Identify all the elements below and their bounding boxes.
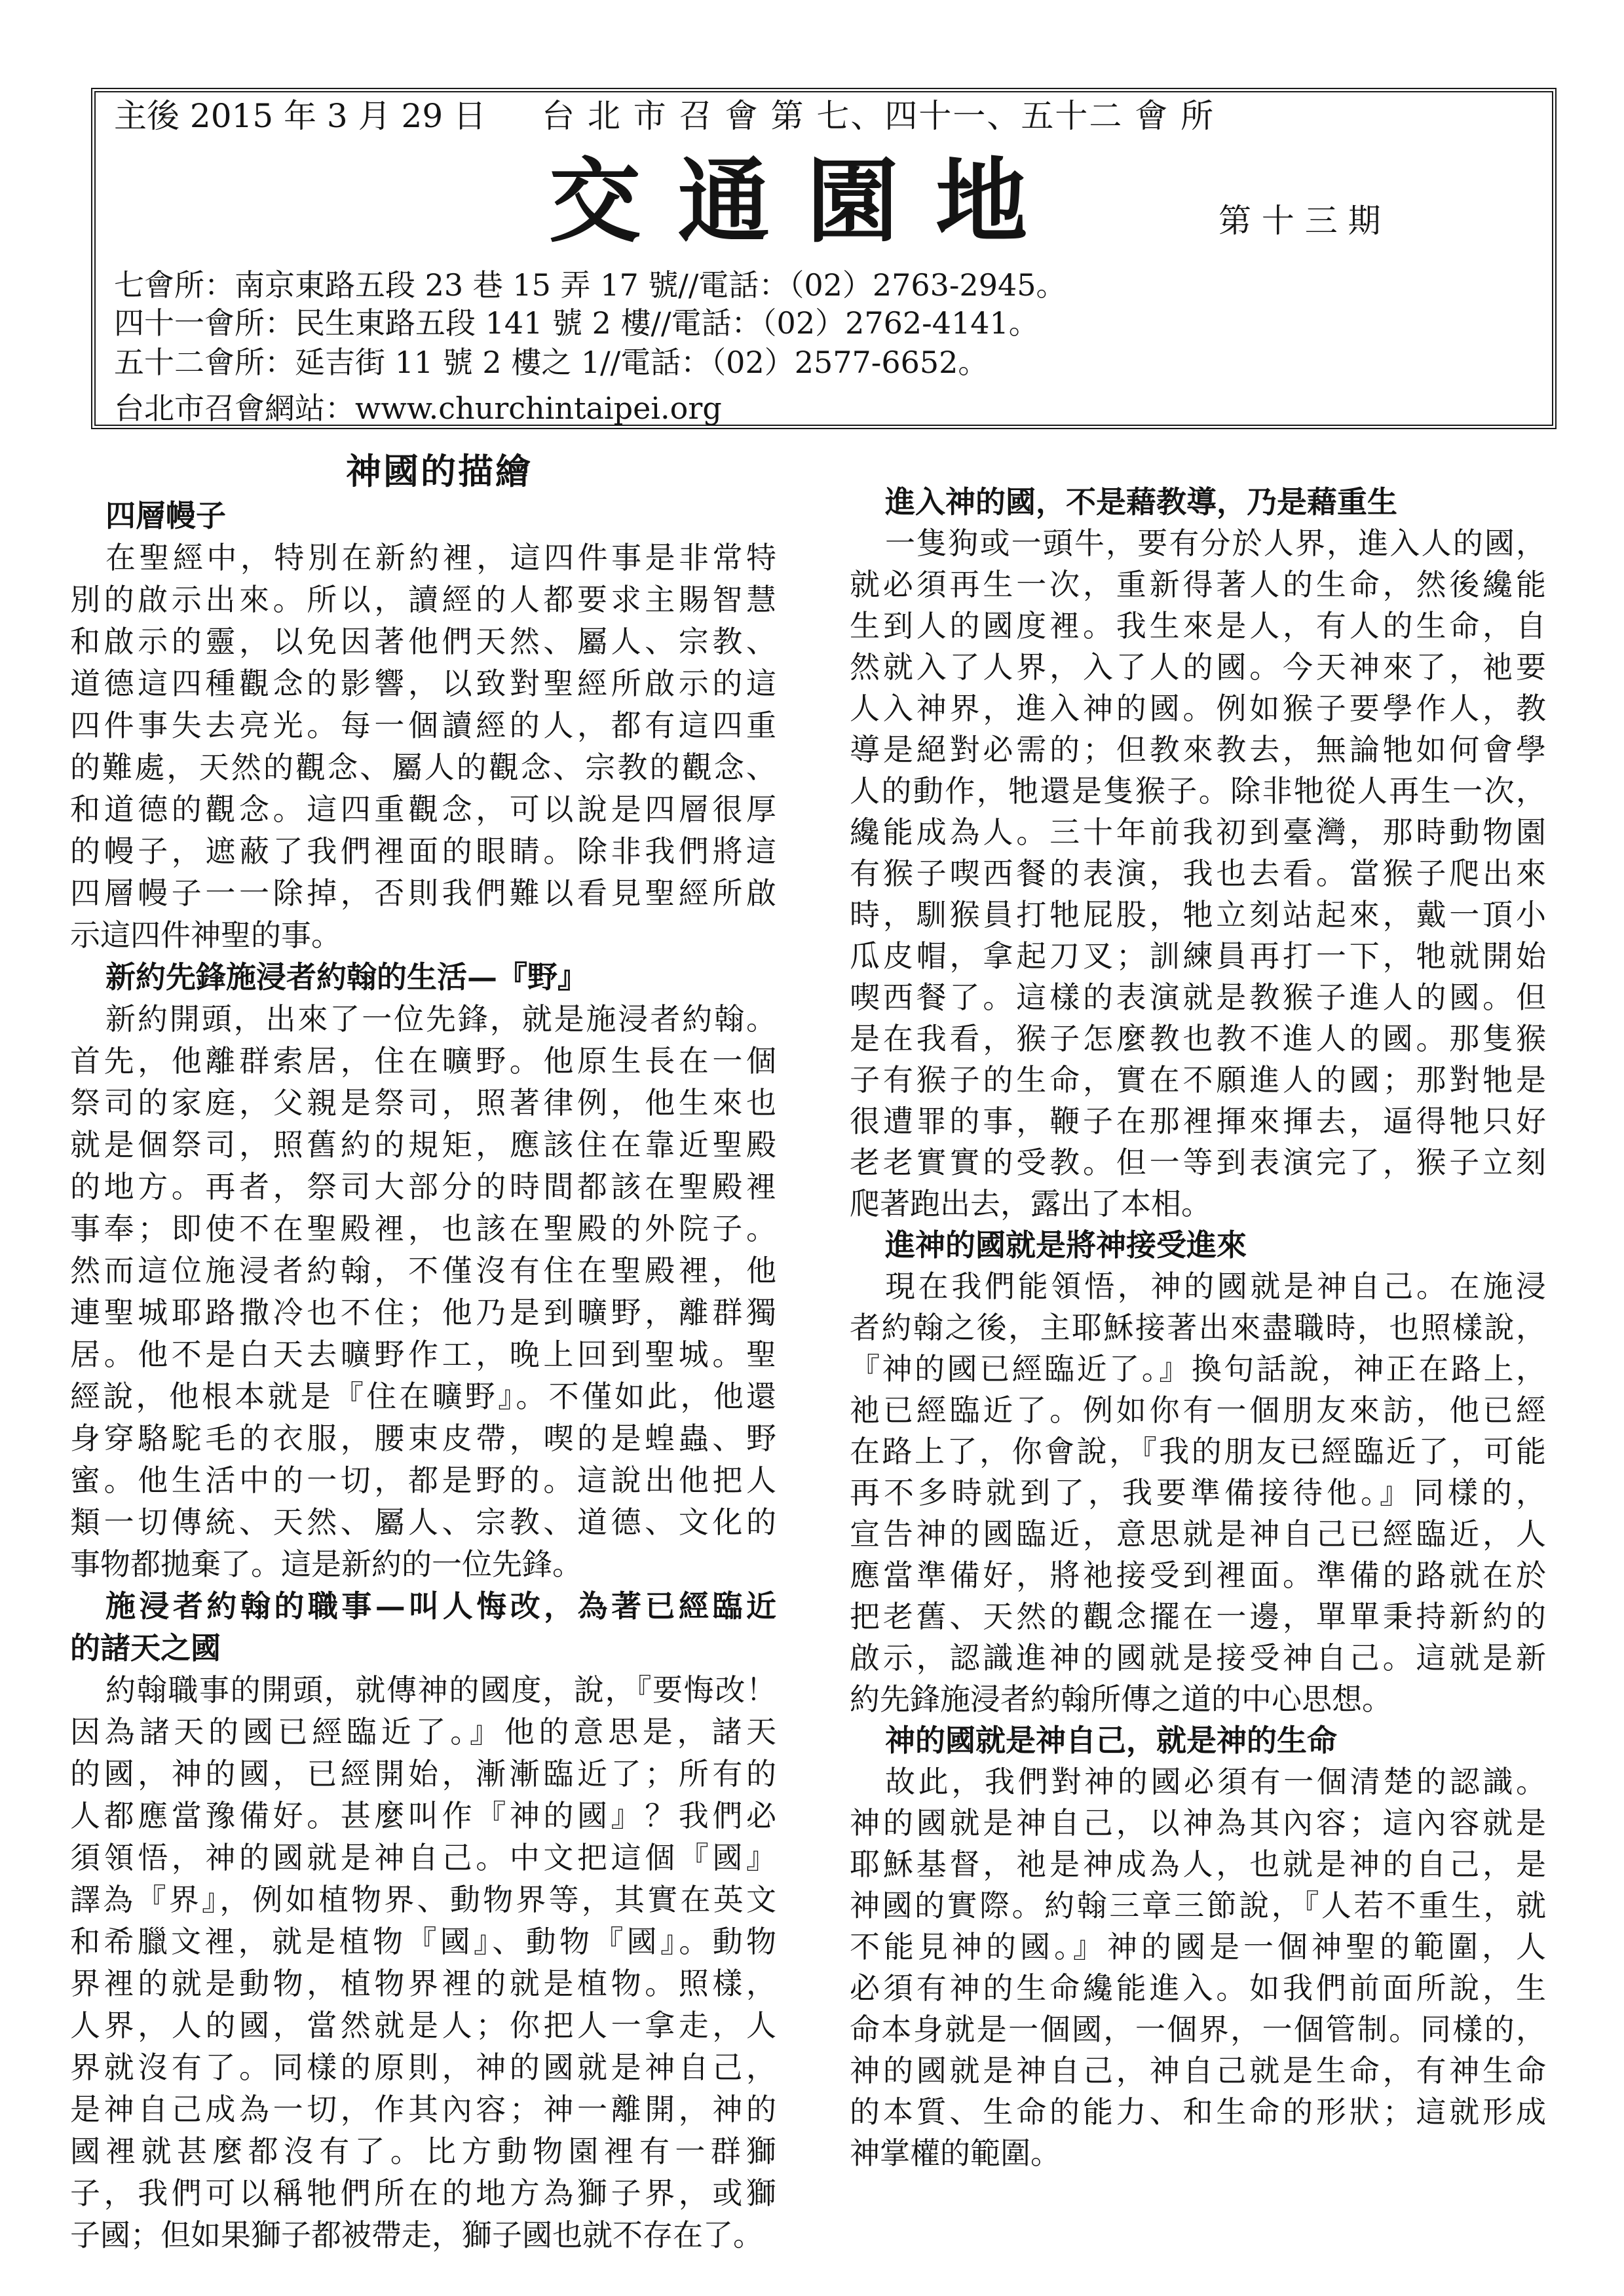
paragraph-line: 四件事失去亮光。每一個讀經的人，都有這四重 <box>70 708 776 743</box>
address-line: 七會所：南京東路五段 23 巷 15 弄 17 號//電話：（02）2763-2945。 <box>114 267 1067 303</box>
paragraph-line: 連聖城耶路撒冷也不住；他乃是到曠野，離群獨 <box>70 1295 776 1330</box>
issue-number: 第 十 三 期 <box>1218 202 1381 240</box>
paragraph-line: 人入神界，進入神的國。例如猴子要學作人，教 <box>850 691 1546 726</box>
newsletter-title: 交 通 園 地 <box>549 148 1030 256</box>
paragraph-line: 約先鋒施浸者約翰所傳之道的中心思想。 <box>850 1681 1392 1717</box>
paragraph-line: 人都應當豫備好。甚麼叫作『神的國』？我們必 <box>70 1798 776 1833</box>
address-line: 四十一會所：民生東路五段 141 號 2 樓//電話：（02）2762-4141。 <box>114 305 1039 341</box>
paragraph-line: 和啟示的靈，以免因著他們天然、屬人、宗教、 <box>70 624 776 659</box>
paragraph-line: 譯為『界』，例如植物界、動物界等，其實在英文 <box>70 1882 776 1917</box>
paragraph-line: 神國的實際。約翰三章三節說，『人若不重生，就 <box>850 1888 1546 1923</box>
paragraph-line: 然而這位施浸者約翰，不僅沒有住在聖殿裡，他 <box>70 1253 776 1288</box>
paragraph-line: 新約開頭，出來了一位先鋒，就是施浸者約翰。 <box>105 1001 776 1037</box>
paragraph-line: 纔能成為人。三十年前我初到臺灣，那時動物園 <box>850 814 1546 850</box>
paragraph-line: 神的國就是神自己，神自己就是生命，有神生命 <box>850 2053 1546 2088</box>
paragraph-line: 子，我們可以稱牠們所在的地方為獅子界，或獅 <box>70 2175 776 2211</box>
paragraph-line: 首先，他離群索居，住在曠野。他原生長在一個 <box>70 1043 776 1079</box>
paragraph-line: 神的國就是神自己，以神為其內容；這內容就是 <box>850 1805 1546 1841</box>
paragraph-line: 現在我們能領悟，神的國就是神自己。在施浸 <box>885 1269 1546 1304</box>
paragraph-line: 命本身就是一個國，一個界，一個管制。同樣的， <box>850 2012 1546 2047</box>
paragraph-line: 的本質、生命的能力、和生命的形狀；這就形成 <box>850 2094 1546 2130</box>
paragraph-line: 導是絕對必需的；但教來教去，無論牠如何會學 <box>850 732 1546 767</box>
paragraph-line: 事物都拋棄了。這是新約的一位先鋒。 <box>70 1546 582 1582</box>
paragraph-line: 宣告神的國臨近，意思就是神自己已經臨近，人 <box>850 1516 1546 1552</box>
paragraph-line: 在聖經中，特別在新約裡，這四件事是非常特 <box>105 540 776 575</box>
section-heading: 神的國就是神自己，就是神的生命 <box>885 1723 1337 1758</box>
paragraph-line: 子國；但如果獅子都被帶走，獅子國也就不存在了。 <box>70 2217 763 2253</box>
paragraph-line: 祂已經臨近了。例如你有一個朋友來訪，他已經 <box>850 1392 1546 1428</box>
paragraph-line: 四層幔子一一除掉，否則我們難以看見聖經所啟 <box>70 875 776 911</box>
paragraph-line: 約翰職事的開頭，就傳神的國度，說，『要悔改！ <box>105 1672 776 1708</box>
organization-name: 台 北 市 召 會 第 七、四十一、五十二 會 所 <box>542 97 1215 135</box>
paragraph-line: 事奉；即使不在聖殿裡，也該在聖殿的外院子。 <box>70 1211 776 1246</box>
paragraph-line: 然就入了人界，入了人的國。今天神來了，祂要 <box>850 649 1546 685</box>
paragraph-line: 人界，人的國，當然就是人；你把人一拿走，人 <box>70 2008 776 2043</box>
paragraph-line: 神掌權的範圍。 <box>850 2135 1061 2171</box>
paragraph-line: 和希臘文裡，就是植物『國』、動物『國』。動物 <box>70 1924 776 1959</box>
paragraph-line: 子有猴子的生命，實在不願進人的國；那對牠是 <box>850 1062 1546 1098</box>
paragraph-line: 身穿駱駝毛的衣服，腰束皮帶，喫的是蝗蟲、野 <box>70 1421 776 1456</box>
paragraph-line: 很遭罪的事，鞭子在那裡揮來揮去，逼得牠只好 <box>850 1103 1546 1139</box>
paragraph-line: 的幔子，遮蔽了我們裡面的眼睛。除非我們將這 <box>70 833 776 869</box>
paragraph-line: 道德這四種觀念的影響，以致對聖經所啟示的這 <box>70 666 776 701</box>
paragraph-line: 爬著跑出去，露出了本相。 <box>850 1186 1211 1221</box>
left-column <box>70 495 776 2256</box>
paragraph-line: 就是個祭司，照舊約的規矩，應該住在靠近聖殿 <box>70 1127 776 1162</box>
section-heading: 四層幔子 <box>105 498 226 533</box>
paragraph-line: 國裡就甚麼都沒有了。比方動物園裡有一群獅 <box>70 2133 776 2169</box>
paragraph-line: 人的動作，牠還是隻猴子。除非牠從人再生一次， <box>850 773 1546 809</box>
paragraph-line: 是神自己成為一切，作其內容；神一離開，神的 <box>70 2092 776 2127</box>
website-line: 台北市召會網站：www.churchintaipei.org <box>114 391 722 426</box>
paragraph-line: 就必須再生一次，重新得著人的生命，然後纔能 <box>850 567 1546 602</box>
paragraph-line: 時，馴猴員打牠屁股，牠立刻站起來，戴一頂小 <box>850 897 1546 932</box>
paragraph-line: 的難處，天然的觀念、屬人的觀念、宗教的觀念、 <box>70 750 776 785</box>
address-line: 五十二會所：延吉街 11 號 2 樓之 1//電話：（02）2577-6652。 <box>114 345 989 380</box>
paragraph-line: 居。他不是白天去曠野作工，晚上回到聖城。聖 <box>70 1337 776 1372</box>
paragraph-line: 在路上了，你會說，『我的朋友已經臨近了，可能 <box>850 1434 1546 1469</box>
paragraph-line: 故此，我們對神的國必須有一個清楚的認識。 <box>885 1764 1546 1799</box>
paragraph-line: 類一切傳統、天然、屬人、宗教、道德、文化的 <box>70 1504 776 1540</box>
paragraph-line: 一隻狗或一頭牛，要有分於人界，進入人的國， <box>885 526 1546 561</box>
section-heading: 新約先鋒施浸者約翰的生活—『野』 <box>105 959 588 995</box>
paragraph-line: 啟示，認識進神的國就是接受神自己。這就是新 <box>850 1640 1546 1675</box>
paragraph-line: 不能見神的國。』神的國是一個神聖的範圍，人 <box>850 1929 1546 1964</box>
paragraph-line: 示這四件神聖的事。 <box>70 917 341 953</box>
paragraph-line: 喫西餐了。這樣的表演就是教猴子進人的國。但 <box>850 980 1546 1015</box>
paragraph-line: 耶穌基督，祂是神成為人，也就是神的自己，是 <box>850 1846 1546 1882</box>
paragraph-line: 瓜皮帽，拿起刀叉；訓練員再打一下，牠就開始 <box>850 938 1546 974</box>
paragraph-line: 必須有神的生命纔能進入。如我們前面所說，生 <box>850 1970 1546 2006</box>
paragraph-line: 祭司的家庭，父親是祭司，照著律例，他生來也 <box>70 1085 776 1120</box>
article-title: 神國的描繪 <box>346 450 533 492</box>
paragraph-line: 老老實實的受教。但一等到表演完了，猴子立刻 <box>850 1145 1546 1180</box>
paragraph-line: 有猴子喫西餐的表演，我也去看。當猴子爬出來 <box>850 856 1546 891</box>
right-column <box>850 482 1546 2174</box>
paragraph-line: 再不多時就到了，我要準備接待他。』同樣的， <box>850 1475 1546 1510</box>
section-heading: 施浸者約翰的職事—叫人悔改，為著已經臨近 <box>105 1588 776 1624</box>
paragraph-line: 因為諸天的國已經臨近了。』他的意思是，諸天 <box>70 1714 776 1750</box>
paragraph-line: 生到人的國度裡。我生來是人，有人的生命，自 <box>850 608 1546 643</box>
paragraph-line: 『神的國已經臨近了。』換句話說，神正在路上， <box>850 1351 1546 1387</box>
section-heading: 進入神的國，不是藉教導，乃是藉重生 <box>885 484 1397 520</box>
paragraph-line: 界就沒有了。同樣的原則，神的國就是神自己， <box>70 2050 776 2085</box>
section-heading: 進神的國就是將神接受進來 <box>885 1227 1247 1263</box>
paragraph-line: 別的啟示出來。所以，讀經的人都要求主賜智慧 <box>70 582 776 617</box>
paragraph-line: 是在我看，猴子怎麼教也教不進人的國。那隻猴 <box>850 1021 1546 1056</box>
paragraph-line: 界裡的就是動物，植物界裡的就是植物。照樣， <box>70 1966 776 2001</box>
issue-date: 主後 2015 年 3 月 29 日 <box>114 97 487 135</box>
paragraph-line: 把老舊、天然的觀念擺在一邊，單單秉持新約的 <box>850 1599 1546 1634</box>
paragraph-line: 須領悟，神的國就是神自己。中文把這個『國』 <box>70 1840 776 1875</box>
paragraph-line: 應當準備好，將祂接受到裡面。準備的路就在於 <box>850 1558 1546 1593</box>
paragraph-line: 和道德的觀念。這四重觀念，可以說是四層很厚 <box>70 792 776 827</box>
paragraph-line: 的地方。再者，祭司大部分的時間都該在聖殿裡 <box>70 1169 776 1204</box>
paragraph-line: 的國，神的國，已經開始，漸漸臨近了；所有的 <box>70 1756 776 1791</box>
paragraph-line: 蜜。他生活中的一切，都是野的。這說出他把人 <box>70 1463 776 1498</box>
paragraph-line: 經說，他根本就是『住在曠野』。不僅如此，他還 <box>70 1379 776 1414</box>
paragraph-line: 者約翰之後，主耶穌接著出來盡職時，也照樣說， <box>850 1310 1546 1345</box>
section-heading: 的諸天之國 <box>70 1630 221 1666</box>
